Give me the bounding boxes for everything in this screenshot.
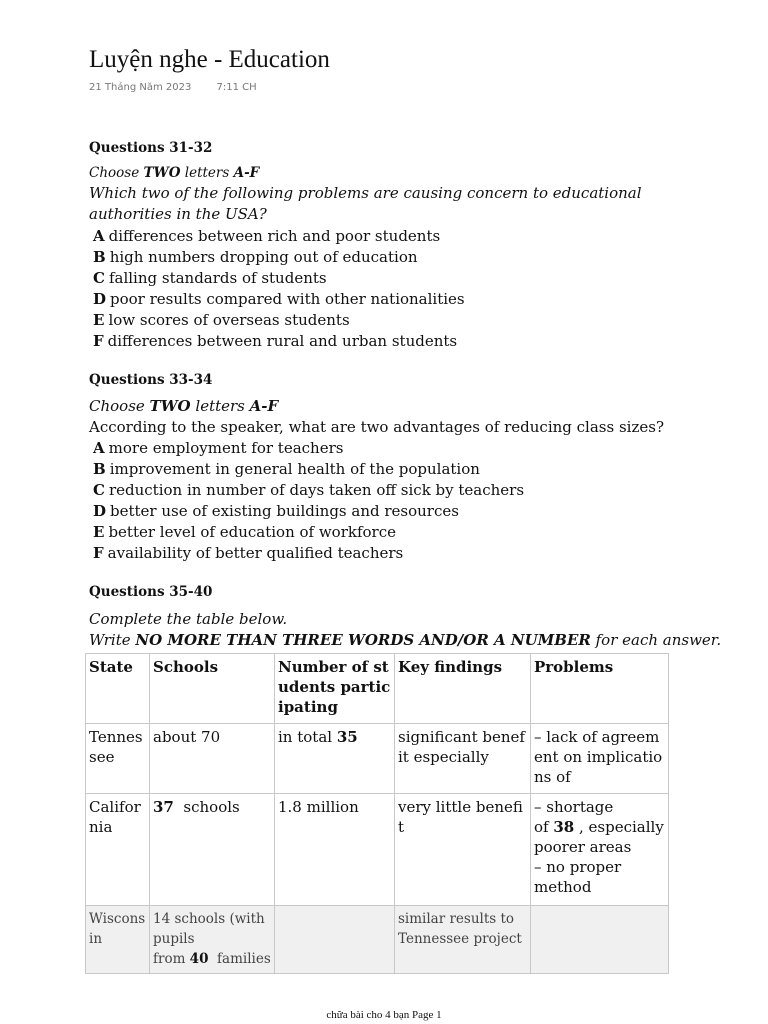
table-row bbox=[86, 794, 669, 906]
page-date: 21 Tháng Năm 2023 bbox=[89, 82, 192, 93]
instruction-35-line1: Complete the table below. bbox=[89, 610, 288, 628]
option-letter: F bbox=[93, 544, 104, 562]
header-cell: State bbox=[86, 654, 150, 724]
option-text: low scores of overseas students bbox=[108, 311, 350, 329]
cell-text: , especially poorer areas bbox=[534, 818, 664, 856]
option-33-a bbox=[93, 439, 343, 457]
instr-text: letters bbox=[190, 397, 250, 415]
option-letter: D bbox=[93, 502, 107, 520]
answer-table bbox=[85, 653, 669, 974]
table-cell: about 70 bbox=[150, 724, 275, 794]
instruction-33 bbox=[89, 397, 278, 415]
option-31-b bbox=[93, 248, 418, 266]
option-31-c bbox=[93, 269, 327, 287]
option-letter: C bbox=[93, 481, 105, 499]
question-number: 35 bbox=[336, 728, 358, 746]
table-cell: Tennessee bbox=[86, 724, 150, 794]
option-text: better level of education of workforce bbox=[108, 523, 397, 541]
question-number: 38 bbox=[553, 818, 575, 836]
instr-text: Write bbox=[89, 631, 136, 649]
option-letter: B bbox=[93, 460, 106, 478]
table-cell: significant benefit especially bbox=[395, 724, 531, 794]
cell-line bbox=[534, 817, 665, 857]
instr-text: for each answer. bbox=[590, 631, 722, 649]
option-text: falling standards of students bbox=[108, 269, 327, 287]
option-letter: E bbox=[93, 311, 105, 329]
instr-text: Choose bbox=[89, 165, 144, 181]
option-letter: A bbox=[93, 439, 105, 457]
table-cell bbox=[531, 794, 669, 906]
option-text: high numbers dropping out of education bbox=[109, 248, 418, 266]
question-number: 40 bbox=[189, 951, 209, 967]
question-31-line1: Which two of the following problems are causing concern to educational bbox=[89, 184, 642, 202]
page-time: 7:11 CH bbox=[216, 82, 257, 93]
cell-line bbox=[153, 949, 271, 969]
table-cell: California bbox=[86, 794, 150, 906]
option-33-d bbox=[93, 502, 459, 520]
option-text: differences between rural and urban students bbox=[107, 332, 458, 350]
section-heading-31: Questions 31-32 bbox=[89, 140, 213, 156]
option-letter: C bbox=[93, 269, 105, 287]
option-letter: D bbox=[93, 290, 107, 308]
header-cell: Schools bbox=[150, 654, 275, 724]
option-33-b bbox=[93, 460, 480, 478]
instr-text: Choose bbox=[89, 397, 150, 415]
page-footer: chữa bài cho 4 bạn Page 1 bbox=[326, 1009, 442, 1021]
instruction-31 bbox=[89, 165, 259, 181]
table-cell bbox=[531, 906, 669, 974]
table-cell bbox=[275, 906, 395, 974]
option-letter: F bbox=[93, 332, 104, 350]
table-cell: very little benefit bbox=[395, 794, 531, 906]
option-text: better use of existing buildings and resources bbox=[110, 502, 459, 520]
cell-text: – shortage bbox=[534, 798, 614, 816]
table-cell bbox=[275, 724, 395, 794]
option-text: poor results compared with other nationalities bbox=[110, 290, 465, 308]
option-33-e bbox=[93, 523, 396, 541]
page-meta bbox=[89, 82, 279, 93]
option-31-f bbox=[93, 332, 457, 350]
option-text: reduction in number of days taken off sick by teachers bbox=[108, 481, 525, 499]
table-cell bbox=[150, 794, 275, 906]
instr-letters: A-F bbox=[233, 165, 260, 181]
section-heading-33: Questions 33-34 bbox=[89, 372, 213, 388]
option-letter: A bbox=[93, 227, 105, 245]
option-33-c bbox=[93, 481, 524, 499]
option-31-e bbox=[93, 311, 350, 329]
table-row bbox=[86, 724, 669, 794]
cell-text: from bbox=[153, 951, 190, 967]
section-heading-35: Questions 35-40 bbox=[89, 584, 213, 600]
option-text: more employment for teachers bbox=[108, 439, 344, 457]
instr-bold: NO MORE THAN THREE WORDS AND/OR A NUMBER bbox=[135, 631, 591, 649]
page-title: Luyện nghe - Education bbox=[89, 46, 330, 73]
option-letter: E bbox=[93, 523, 105, 541]
option-text: availability of better qualified teachers bbox=[107, 544, 404, 562]
table-cell bbox=[150, 906, 275, 974]
cell-text: 14 schools (with pupils bbox=[153, 911, 265, 947]
table-cell: Wisconsin bbox=[86, 906, 150, 974]
header-cell: Number of students participating bbox=[275, 654, 395, 724]
table-header-row bbox=[86, 654, 669, 724]
question-33: According to the speaker, what are two advantages of reducing class sizes? bbox=[89, 418, 664, 436]
cell-text: – no proper method bbox=[534, 858, 622, 896]
option-text: differences between rich and poor students bbox=[108, 227, 441, 245]
header-cell: Key findings bbox=[395, 654, 531, 724]
option-31-d bbox=[93, 290, 465, 308]
cell-text: schools bbox=[173, 798, 240, 816]
option-text: improvement in general health of the population bbox=[109, 460, 480, 478]
table-cell: – lack of agreement on implications of bbox=[531, 724, 669, 794]
header-cell: Problems bbox=[531, 654, 669, 724]
table-row bbox=[86, 906, 669, 974]
option-letter: B bbox=[93, 248, 106, 266]
instr-bold: TWO bbox=[149, 397, 191, 415]
instr-text: letters bbox=[180, 165, 234, 181]
table-cell: similar results to Tennessee project bbox=[395, 906, 531, 974]
table-cell: 1.8 million bbox=[275, 794, 395, 906]
option-33-f bbox=[93, 544, 403, 562]
option-31-a bbox=[93, 227, 440, 245]
instr-bold: TWO bbox=[143, 165, 181, 181]
question-number: 37 bbox=[153, 798, 174, 816]
question-31-line2: authorities in the USA? bbox=[89, 205, 267, 223]
instr-letters: A-F bbox=[249, 397, 279, 415]
cell-text: in total bbox=[278, 728, 337, 746]
cell-text: of bbox=[534, 818, 554, 836]
instruction-35-line2 bbox=[89, 631, 721, 649]
cell-text: families bbox=[208, 951, 271, 967]
